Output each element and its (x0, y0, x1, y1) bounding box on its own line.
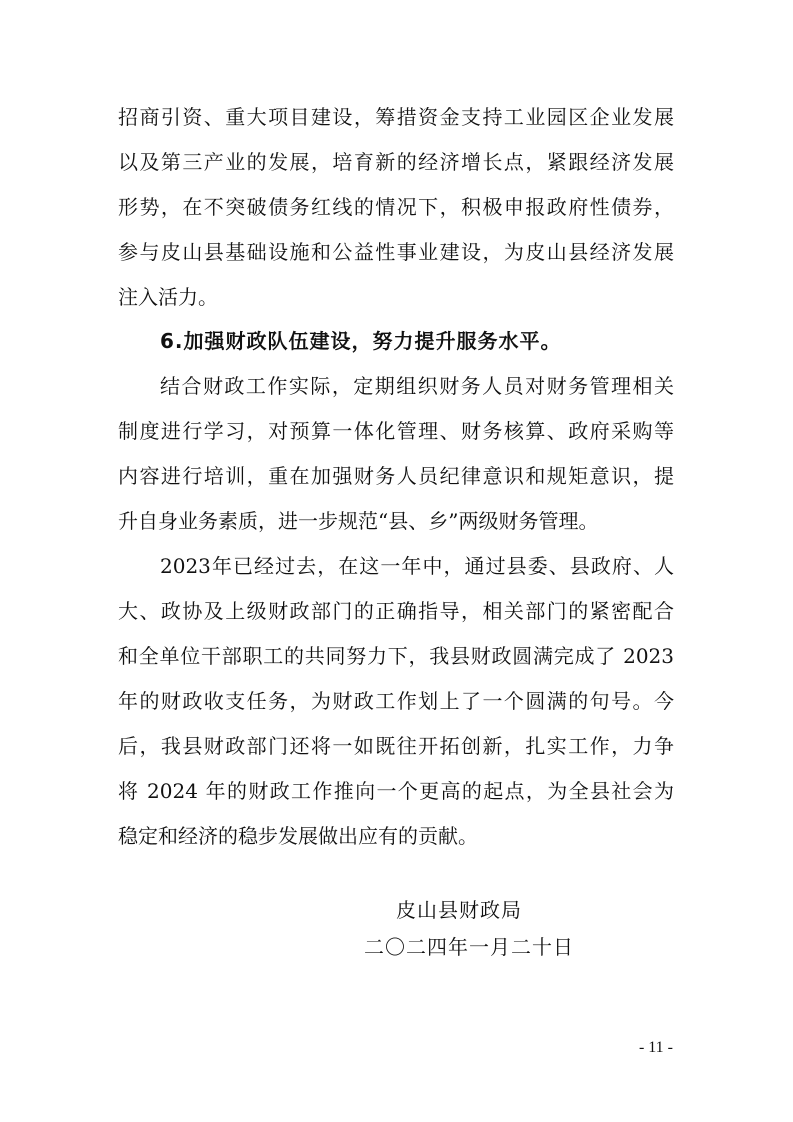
paragraph-line: 将 2024 年的财政工作推向一个更高的起点，为全县社会为 (118, 779, 674, 803)
paragraph-line: 内容进行培训，重在加强财务人员纪律意识和规矩意识，提 (118, 464, 674, 488)
signature-date: 二〇二四年一月二十日 (364, 935, 574, 959)
paragraph-line: 后，我县财政部门还将一如既往开拓创新，扎实工作，力争 (118, 734, 674, 758)
paragraph-line: 稳定和经济的稳步发展做出应有的贡献。 (118, 824, 478, 848)
paragraph-line: 升自身业务素质，进一步规范“县、乡”两级财务管理。 (118, 509, 599, 533)
paragraph-line: 大、政协及上级财政部门的正确指导，相关部门的紧密配合 (118, 599, 674, 623)
paragraph-line: 结合财政工作实际，定期组织财务人员对财务管理相关 (160, 374, 674, 398)
signature-organization: 皮山县财政局 (396, 898, 522, 922)
paragraph-line: 招商引资、重大项目建设，筹措资金支持工业园区企业发展 (118, 105, 674, 129)
paragraph-line: 以及第三产业的发展，培育新的经济增长点，紧跟经济发展 (118, 150, 674, 174)
paragraph-line: 参与皮山县基础设施和公益性事业建设，为皮山县经济发展 (118, 240, 674, 264)
section-heading: 6.加强财政队伍建设，努力提升服务水平。 (160, 329, 562, 353)
paragraph-line: 形势，在不突破债务红线的情况下，积极申报政府性债券， (118, 195, 674, 219)
paragraph-line: 和全单位干部职工的共同努力下，我县财政圆满完成了 2023 (118, 644, 674, 668)
paragraph-line: 2023年已经过去，在这一年中，通过县委、县政府、人 (160, 554, 674, 578)
paragraph-line: 制度进行学习，对预算一体化管理、财务核算、政府采购等 (118, 419, 674, 443)
paragraph-line: 注入活力。 (118, 285, 218, 309)
paragraph-line: 年的财政收支任务，为财政工作划上了一个圆满的句号。今 (118, 689, 674, 713)
page-number: - 11 - (638, 1039, 673, 1056)
